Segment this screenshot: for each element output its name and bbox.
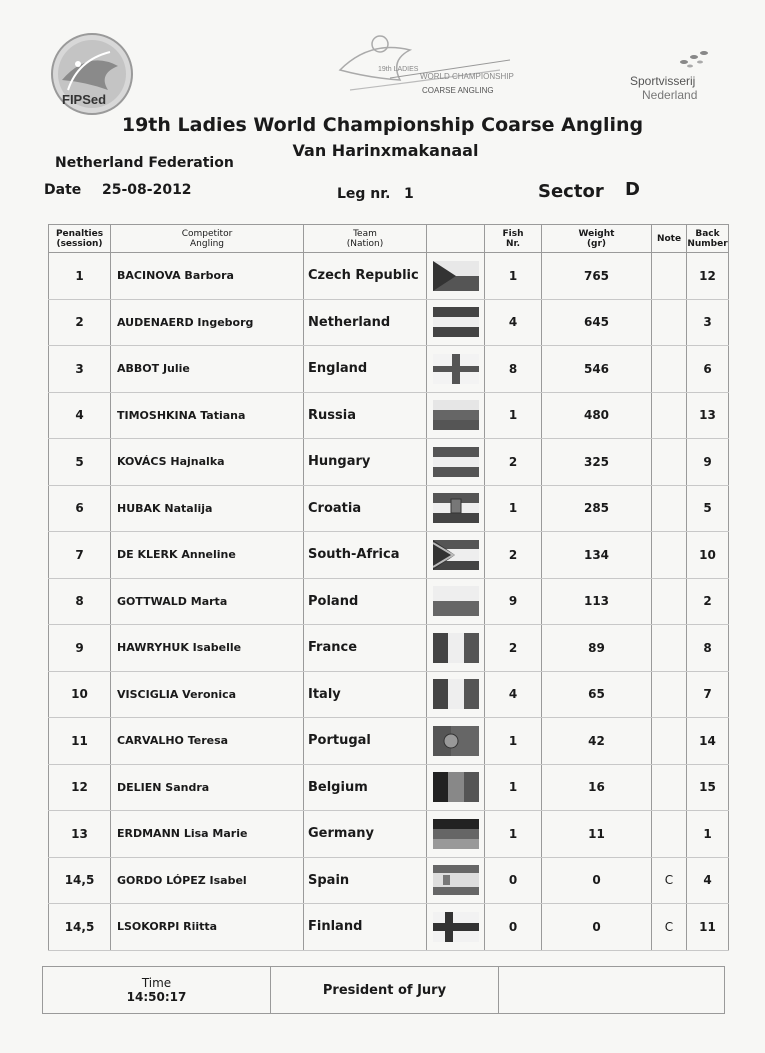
president-of-jury-label: President of Jury bbox=[271, 967, 499, 1014]
weight-cell: 0 bbox=[542, 857, 652, 904]
championship-logo bbox=[330, 30, 530, 108]
penalties-cell: 4 bbox=[49, 392, 111, 439]
portugal-flag-icon bbox=[433, 726, 479, 756]
germany-flag-icon bbox=[433, 819, 479, 849]
team-header bbox=[304, 225, 427, 253]
table-row bbox=[49, 253, 729, 300]
table-row bbox=[49, 718, 729, 765]
competitor-name-cell: GOTTWALD Marta bbox=[111, 578, 304, 625]
table-row bbox=[49, 299, 729, 346]
fipsed-logo bbox=[48, 30, 136, 122]
weight-cell: 765 bbox=[542, 253, 652, 300]
competitor-header-line2: Angling bbox=[190, 238, 224, 249]
team-cell: Portugal bbox=[304, 718, 427, 765]
penalties-cell: 6 bbox=[49, 485, 111, 532]
weight-cell: 0 bbox=[542, 904, 652, 951]
date-value: 25-08-2012 bbox=[102, 182, 192, 198]
penalties-cell: 13 bbox=[49, 811, 111, 858]
note-cell bbox=[652, 392, 687, 439]
team-header-line2: (Nation) bbox=[346, 238, 384, 249]
weight-cell: 134 bbox=[542, 532, 652, 579]
penalties-cell: 14,5 bbox=[49, 904, 111, 951]
back-number-cell: 12 bbox=[687, 253, 729, 300]
russia-flag-icon bbox=[433, 400, 479, 430]
penalties-cell: 9 bbox=[49, 625, 111, 672]
penalties-cell: 3 bbox=[49, 346, 111, 393]
weight-cell: 42 bbox=[542, 718, 652, 765]
penalties-header-line2: (session) bbox=[56, 238, 103, 249]
note-cell: C bbox=[652, 904, 687, 951]
fish-count-cell: 1 bbox=[485, 392, 542, 439]
weight-cell: 645 bbox=[542, 299, 652, 346]
south-africa-flag-icon bbox=[433, 540, 479, 570]
back-number-cell: 2 bbox=[687, 578, 729, 625]
team-cell: Spain bbox=[304, 857, 427, 904]
fish-count-cell: 1 bbox=[485, 253, 542, 300]
fish-count-cell: 0 bbox=[485, 857, 542, 904]
time-cell bbox=[43, 967, 271, 1014]
poland-flag-icon bbox=[433, 586, 479, 616]
back-number-cell: 1 bbox=[687, 811, 729, 858]
back-number-cell: 14 bbox=[687, 718, 729, 765]
fipsed-logo-text: FIPSed bbox=[62, 92, 107, 107]
table-row bbox=[49, 485, 729, 532]
flag-cell bbox=[427, 578, 485, 625]
weight-header-line2: (gr) bbox=[586, 238, 607, 249]
competitor-name-cell: HAWRYHUK Isabelle bbox=[111, 625, 304, 672]
time-label: Time bbox=[141, 976, 172, 990]
penalties-cell: 2 bbox=[49, 299, 111, 346]
weight-cell: 113 bbox=[542, 578, 652, 625]
note-cell bbox=[652, 671, 687, 718]
fish-count-cell: 2 bbox=[485, 532, 542, 579]
finland-flag-icon bbox=[433, 912, 479, 942]
fish-count-cell: 9 bbox=[485, 578, 542, 625]
weight-cell: 11 bbox=[542, 811, 652, 858]
page-title: 19th Ladies World Championship Coarse Angling bbox=[121, 114, 644, 136]
table-row bbox=[49, 346, 729, 393]
flag-cell bbox=[427, 485, 485, 532]
france-flag-icon bbox=[433, 633, 479, 663]
flag-cell bbox=[427, 857, 485, 904]
team-header-line1: Team bbox=[353, 228, 377, 239]
back-number-cell: 6 bbox=[687, 346, 729, 393]
table-row bbox=[49, 904, 729, 951]
sport-logo-line1: Sportvisserij bbox=[630, 74, 696, 88]
note-cell bbox=[652, 485, 687, 532]
penalties-cell: 14,5 bbox=[49, 857, 111, 904]
table-row bbox=[49, 811, 729, 858]
penalties-header-line1: Penalties bbox=[55, 228, 104, 239]
weight-cell: 546 bbox=[542, 346, 652, 393]
fish-count-cell: 1 bbox=[485, 718, 542, 765]
competitor-name-cell: TIMOSHKINA Tatiana bbox=[111, 392, 304, 439]
center-logo-line3: COARSE ANGLING bbox=[422, 86, 494, 95]
england-flag-icon bbox=[433, 354, 479, 384]
flag-cell bbox=[427, 718, 485, 765]
table-row bbox=[49, 578, 729, 625]
team-cell: England bbox=[304, 346, 427, 393]
fish-header bbox=[485, 225, 542, 253]
flag-cell bbox=[427, 811, 485, 858]
center-logo-line2: WORLD CHAMPIONSHIP bbox=[420, 72, 514, 81]
fish-count-cell: 8 bbox=[485, 346, 542, 393]
fish-header-line2: Nr. bbox=[505, 238, 521, 249]
weight-header bbox=[542, 225, 652, 253]
table-row bbox=[49, 671, 729, 718]
competitor-name-cell: ABBOT Julie bbox=[111, 346, 304, 393]
weight-cell: 325 bbox=[542, 439, 652, 486]
czech-flag-icon bbox=[433, 261, 479, 291]
spain-flag-icon bbox=[433, 865, 479, 895]
croatia-flag-icon bbox=[433, 493, 479, 523]
competitor-name-cell: AUDENAERD Ingeborg bbox=[111, 299, 304, 346]
competitor-name-cell: HUBAK Natalija bbox=[111, 485, 304, 532]
back-number-cell: 3 bbox=[687, 299, 729, 346]
penalties-cell: 10 bbox=[49, 671, 111, 718]
note-cell bbox=[652, 346, 687, 393]
sector-label: Sector bbox=[538, 181, 604, 202]
note-cell bbox=[652, 718, 687, 765]
leg-value: 1 bbox=[404, 186, 414, 202]
back-number-cell: 9 bbox=[687, 439, 729, 486]
penalties-cell: 1 bbox=[49, 253, 111, 300]
sector-value: D bbox=[625, 179, 640, 200]
note-header: Note bbox=[652, 225, 687, 253]
fish-count-cell: 0 bbox=[485, 904, 542, 951]
note-cell: C bbox=[652, 857, 687, 904]
federation-name: Netherland Federation bbox=[55, 155, 234, 171]
competitor-name-cell: CARVALHO Teresa bbox=[111, 718, 304, 765]
penalties-header bbox=[49, 225, 111, 253]
weight-header-line1: Weight bbox=[578, 228, 615, 239]
date-label: Date bbox=[44, 182, 82, 198]
table-row bbox=[49, 392, 729, 439]
footer-table bbox=[42, 966, 725, 1014]
fish-count-cell: 4 bbox=[485, 299, 542, 346]
team-cell: Finland bbox=[304, 904, 427, 951]
team-cell: Croatia bbox=[304, 485, 427, 532]
belgium-flag-icon bbox=[433, 772, 479, 802]
note-cell bbox=[652, 625, 687, 672]
back-number-cell: 8 bbox=[687, 625, 729, 672]
penalties-cell: 12 bbox=[49, 764, 111, 811]
note-cell bbox=[652, 764, 687, 811]
competitor-header bbox=[111, 225, 304, 253]
competitor-name-cell: ERDMANN Lisa Marie bbox=[111, 811, 304, 858]
weight-cell: 480 bbox=[542, 392, 652, 439]
flag-cell bbox=[427, 671, 485, 718]
team-cell: Hungary bbox=[304, 439, 427, 486]
sportvisserij-logo bbox=[618, 48, 728, 106]
note-cell bbox=[652, 299, 687, 346]
hungary-flag-icon bbox=[433, 447, 479, 477]
table-row bbox=[49, 532, 729, 579]
back-number-header-line1: Back bbox=[695, 228, 720, 239]
italy-flag-icon bbox=[433, 679, 479, 709]
table-row bbox=[49, 764, 729, 811]
weight-cell: 285 bbox=[542, 485, 652, 532]
table-row bbox=[49, 857, 729, 904]
center-logo-line1: 19th LADIES bbox=[378, 66, 419, 73]
note-cell bbox=[652, 532, 687, 579]
team-cell: Belgium bbox=[304, 764, 427, 811]
competitor-name-cell: DELIEN Sandra bbox=[111, 764, 304, 811]
back-number-cell: 11 bbox=[687, 904, 729, 951]
competitor-name-cell: LSOKORPI Riitta bbox=[111, 904, 304, 951]
back-number-cell: 15 bbox=[687, 764, 729, 811]
fish-count-cell: 1 bbox=[485, 485, 542, 532]
competitor-name-cell: KOVÁCS Hajnalka bbox=[111, 439, 304, 486]
flag-cell bbox=[427, 299, 485, 346]
back-number-cell: 10 bbox=[687, 532, 729, 579]
team-cell: Russia bbox=[304, 392, 427, 439]
team-cell: Netherland bbox=[304, 299, 427, 346]
results-table bbox=[48, 224, 729, 951]
table-row bbox=[49, 439, 729, 486]
netherlands-flag-icon bbox=[433, 307, 479, 337]
flag-cell bbox=[427, 346, 485, 393]
competitor-name-cell: BACINOVA Barbora bbox=[111, 253, 304, 300]
competitor-name-cell: VISCIGLIA Veronica bbox=[111, 671, 304, 718]
fish-count-cell: 1 bbox=[485, 764, 542, 811]
competitor-name-cell: GORDO LÓPEZ Isabel bbox=[111, 857, 304, 904]
fish-count-cell: 4 bbox=[485, 671, 542, 718]
flag-cell bbox=[427, 532, 485, 579]
time-value: 14:50:17 bbox=[126, 990, 187, 1004]
weight-cell: 89 bbox=[542, 625, 652, 672]
table-row bbox=[49, 625, 729, 672]
flag-cell bbox=[427, 904, 485, 951]
team-cell: France bbox=[304, 625, 427, 672]
page-subtitle: Van Harinxmakanaal bbox=[292, 141, 479, 160]
back-number-header-line2: Number bbox=[687, 238, 728, 249]
note-cell bbox=[652, 439, 687, 486]
leg-label: Leg nr. bbox=[337, 186, 391, 202]
weight-cell: 65 bbox=[542, 671, 652, 718]
flag-cell bbox=[427, 392, 485, 439]
note-cell bbox=[652, 811, 687, 858]
flag-cell bbox=[427, 253, 485, 300]
back-number-cell: 13 bbox=[687, 392, 729, 439]
sport-logo-line2: Nederland bbox=[642, 88, 698, 102]
flag-header bbox=[427, 225, 485, 253]
flag-cell bbox=[427, 439, 485, 486]
team-cell: Poland bbox=[304, 578, 427, 625]
signature-cell bbox=[499, 967, 725, 1014]
back-number-cell: 5 bbox=[687, 485, 729, 532]
fish-count-cell: 1 bbox=[485, 811, 542, 858]
note-cell bbox=[652, 578, 687, 625]
fish-count-cell: 2 bbox=[485, 625, 542, 672]
back-number-cell: 7 bbox=[687, 671, 729, 718]
table-header-row bbox=[49, 225, 729, 253]
competitor-name-cell: DE KLERK Anneline bbox=[111, 532, 304, 579]
team-cell: Germany bbox=[304, 811, 427, 858]
team-cell: South-Africa bbox=[304, 532, 427, 579]
penalties-cell: 8 bbox=[49, 578, 111, 625]
weight-cell: 16 bbox=[542, 764, 652, 811]
flag-cell bbox=[427, 764, 485, 811]
back-number-cell: 4 bbox=[687, 857, 729, 904]
back-number-header bbox=[687, 225, 729, 253]
note-cell bbox=[652, 253, 687, 300]
fish-count-cell: 2 bbox=[485, 439, 542, 486]
fish-header-line1: Fish bbox=[502, 228, 524, 239]
team-cell: Czech Republic bbox=[304, 253, 427, 300]
penalties-cell: 7 bbox=[49, 532, 111, 579]
team-cell: Italy bbox=[304, 671, 427, 718]
competitor-header-line1: Competitor bbox=[181, 228, 233, 239]
penalties-cell: 11 bbox=[49, 718, 111, 765]
penalties-cell: 5 bbox=[49, 439, 111, 486]
flag-cell bbox=[427, 625, 485, 672]
